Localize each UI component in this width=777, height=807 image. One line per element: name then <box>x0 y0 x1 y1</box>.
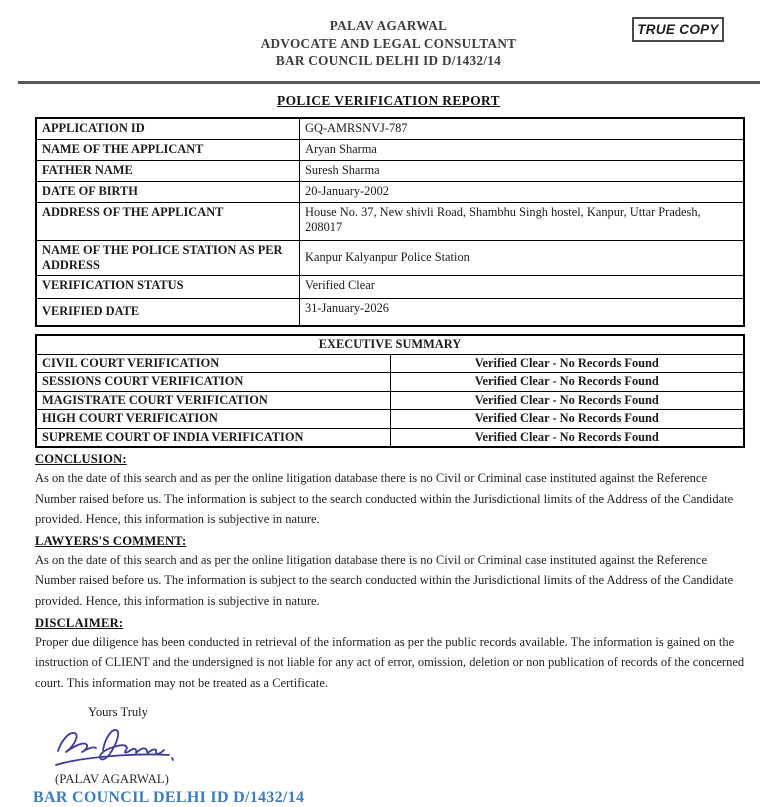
advocate-name: PALAV AGARWAL <box>0 17 777 35</box>
disclaimer-heading: DISCLAIMER: <box>35 616 745 631</box>
table-row <box>36 298 744 326</box>
row-label: DATE OF BIRTH <box>36 181 300 202</box>
table-row <box>36 275 744 298</box>
table-row <box>36 410 744 429</box>
true-copy-label: TRUE COPY <box>637 22 718 37</box>
table-row <box>36 354 744 373</box>
row-value: Verified Clear - No Records Found <box>390 373 744 392</box>
true-copy-stamp <box>632 17 724 42</box>
row-label: VERIFIED DATE <box>36 298 300 326</box>
advocate-designation: ADVOCATE AND LEGAL CONSULTANT <box>0 35 777 53</box>
header-divider <box>18 81 760 84</box>
executive-summary-title: EXECUTIVE SUMMARY <box>36 335 744 355</box>
row-label: MAGISTRATE COURT VERIFICATION <box>36 391 390 410</box>
row-label: SUPREME COURT OF INDIA VERIFICATION <box>36 428 390 447</box>
disclaimer-section <box>35 616 745 694</box>
closing-salutation: Yours Truly <box>88 705 745 720</box>
report-content <box>35 117 745 807</box>
page-title: POLICE VERIFICATION REPORT <box>0 93 777 109</box>
row-value: Verified Clear - No Records Found <box>390 410 744 429</box>
signatory-name: (PALAV AGARWAL) <box>55 772 745 787</box>
row-value: Verified Clear - No Records Found <box>390 391 744 410</box>
executive-summary-table <box>35 334 745 449</box>
row-label: NAME OF THE APPLICANT <box>36 139 300 160</box>
row-value: 20-January-2002 <box>300 181 745 202</box>
table-row <box>36 139 744 160</box>
row-value: Kanpur Kalyanpur Police Station <box>300 240 745 275</box>
row-value: Verified Clear - No Records Found <box>390 354 744 373</box>
row-label: VERIFICATION STATUS <box>36 275 300 298</box>
table-row <box>36 391 744 410</box>
table-row <box>36 428 744 447</box>
row-label: ADDRESS OF THE APPLICANT <box>36 202 300 240</box>
lawyers-comment-heading: LAWYERS'S COMMENT: <box>35 534 745 549</box>
table-row <box>36 118 744 140</box>
row-value: Verified Clear <box>300 275 745 298</box>
lawyers-comment-section <box>35 534 745 612</box>
row-label: FATHER NAME <box>36 160 300 181</box>
handwritten-signature-icon <box>51 724 745 772</box>
row-label: NAME OF THE POLICE STATION AS PER ADDRESS <box>36 240 300 275</box>
row-label: HIGH COURT VERIFICATION <box>36 410 390 429</box>
disclaimer-text: Proper due diligence has been conducted in retrieval of the information as per the public records available. The information is gained on the instruction of CLIENT and the undersigned is not liable for any act of error, omission, deletion or non publication of records of the concerned court. This information may not be treated as a Certificate. <box>35 632 745 694</box>
table-row <box>36 202 744 240</box>
row-value: Suresh Sharma <box>300 160 745 181</box>
table-row <box>36 160 744 181</box>
row-value: Verified Clear - No Records Found <box>390 428 744 447</box>
row-value: House No. 37, New shivli Road, Shambhu Singh hostel, Kanpur, Uttar Pradesh, 208017 <box>300 202 745 240</box>
applicant-details-table <box>35 117 745 327</box>
table-row <box>36 240 744 275</box>
table-row <box>36 373 744 392</box>
conclusion-text: As on the date of this search and as per the online litigation database there is no Civil or Criminal case instituted against the Reference Number raised before us. The information is subject to the search conducted within the Jurisdictional limits of the Address of the Candidate provided. Hence, this information is subjective in nature. <box>35 468 745 530</box>
row-label: APPLICATION ID <box>36 118 300 140</box>
bar-council-id-footer: BAR COUNCIL DELHI ID D/1432/14 <box>33 789 745 807</box>
table-row <box>36 181 744 202</box>
row-value: GQ-AMRSNVJ-787 <box>300 118 745 140</box>
table-header-row <box>36 335 744 355</box>
conclusion-heading: CONCLUSION: <box>35 452 745 467</box>
conclusion-section <box>35 452 745 530</box>
row-value: 31-January-2026 <box>300 298 745 326</box>
lawyers-comment-text: As on the date of this search and as per the online litigation database there is no Civil or Criminal case instituted against the Reference Number raised before us. The information is subject to the search conducted within the Jurisdictional limits of the Address of the Candidate provided. Hence, this information is subjective in nature. <box>35 550 745 612</box>
row-label: CIVIL COURT VERIFICATION <box>36 354 390 373</box>
bar-council-id-header: BAR COUNCIL DELHI ID D/1432/14 <box>0 52 777 70</box>
row-value: Aryan Sharma <box>300 139 745 160</box>
row-label: SESSIONS COURT VERIFICATION <box>36 373 390 392</box>
